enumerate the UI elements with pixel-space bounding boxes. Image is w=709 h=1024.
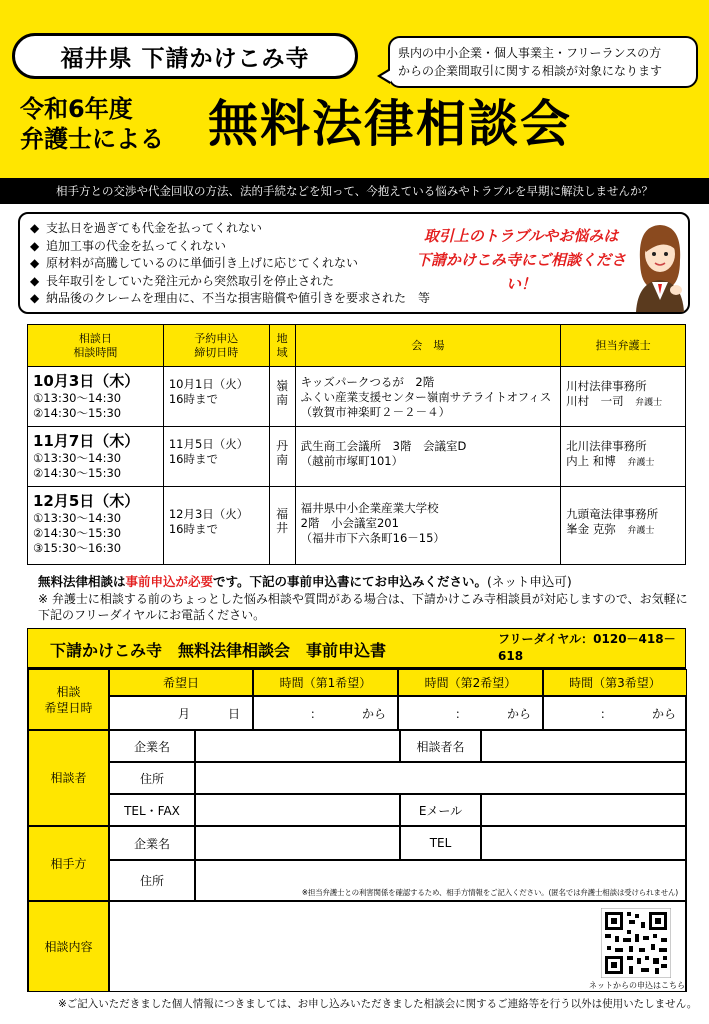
- time-3-field[interactable]: [543, 696, 687, 730]
- date-text: 10月3日（木）: [33, 372, 140, 390]
- lawyer-suffix: 弁護士: [635, 398, 663, 408]
- date-cell: [28, 367, 164, 427]
- target-bubble: [388, 36, 698, 88]
- header-date-line-1: 相談日: [78, 331, 112, 345]
- venue-line: ふくい産業支援センター嶺南サテライトオフィス: [300, 390, 552, 404]
- month-label: 月: [178, 706, 191, 721]
- lawyer-cell: [561, 367, 686, 427]
- lawyer-name: 川村 一司: [566, 394, 624, 408]
- bubble-tail-inner: [381, 70, 391, 82]
- counterparty-company-field[interactable]: [195, 826, 400, 860]
- deadline-date: 10月1日（火）: [168, 377, 249, 391]
- table-row: [28, 367, 686, 427]
- list-item: [30, 290, 430, 308]
- day-label: 日: [228, 706, 241, 721]
- content-label: 相談内容: [28, 901, 109, 992]
- region-cell: [269, 427, 295, 487]
- diamond-icon: ◆: [30, 273, 40, 288]
- time-2-field[interactable]: [398, 696, 543, 730]
- issue-text: 納品後のクレームを理由に、不当な損害賠償や値引きを要求された 等: [46, 291, 431, 305]
- header-region-line-1: 地: [276, 331, 288, 345]
- counterparty-tel-field[interactable]: [481, 826, 687, 860]
- issue-text: 追加工事の代金を払ってくれない: [46, 238, 227, 253]
- law-firm: 川村法律事務所: [566, 379, 647, 393]
- law-firm: 九頭竜法律事務所: [566, 507, 659, 521]
- target-line-1: 県内の中小企業・個人事業主・フリーランスの方: [398, 46, 662, 60]
- consultant-name-label: 相談者名: [400, 730, 481, 762]
- diamond-icon: ◆: [30, 291, 40, 305]
- issue-text: 支払日を過ぎても代金を払ってくれない: [46, 221, 263, 235]
- callout-line-1: 取引上のトラブルやお悩みは: [423, 227, 619, 245]
- date-cell: [28, 427, 164, 487]
- issue-text: 長年取引をしていた発注元から突然取引を停止された: [46, 273, 335, 288]
- consultant-illustration: [632, 220, 688, 312]
- header-deadline-line-1: 予約申込: [194, 331, 239, 345]
- time-slot: ①13:30～14:30: [33, 511, 122, 525]
- counterparty-label: 相手方: [28, 826, 109, 901]
- venue-line: 2階 小会議室201: [300, 516, 399, 530]
- email-label: Eメール: [400, 794, 481, 826]
- venue-cell: [295, 367, 561, 427]
- sub-title-line-2: 弁護士による: [20, 125, 164, 153]
- date-time-label-line-1: 相談: [56, 684, 81, 699]
- address-label-2: 住所: [109, 860, 195, 901]
- issue-text: 原材料が高騰しているのに単価引き上げに応じてくれない: [46, 256, 359, 270]
- colon: ：: [310, 706, 323, 721]
- notice-part-3: です。下記の事前申込書にてお申込みください。: [213, 574, 488, 589]
- header-region: [269, 325, 295, 367]
- lawyer-suffix: 弁護士: [627, 458, 655, 468]
- freedial: フリーダイヤル：0120－418－618: [498, 632, 676, 663]
- header-lawyer: 担当弁護士: [561, 325, 686, 367]
- issues-box: [18, 212, 690, 314]
- col-time-2: 時間（第2希望）: [398, 669, 543, 696]
- lawyer-suffix: 弁護士: [627, 526, 655, 536]
- form-header: [27, 628, 686, 668]
- date-text: 11月7日（木）: [33, 432, 140, 450]
- diamond-icon: ◆: [30, 238, 40, 253]
- region-cell: [269, 487, 295, 565]
- qr-caption: ネットからの申込はこちら: [589, 981, 685, 990]
- header-deadline: [163, 325, 269, 367]
- lawyer-name: 内上 和博: [566, 454, 616, 468]
- region-text: 福井: [276, 507, 289, 535]
- venue-line: （越前市塚町101）: [300, 454, 404, 468]
- list-item: [30, 220, 430, 238]
- address-label: 住所: [109, 762, 195, 794]
- issues-list: [30, 220, 430, 308]
- region-cell: [269, 367, 295, 427]
- footer-note: ※ご記入いただきました個人情報につきましては、お申し込みいただきました相談会に関するご連絡等を行う以外は使用いたしません。: [58, 998, 698, 1010]
- time-slot: ①13:30～14:30: [33, 451, 122, 465]
- venue-cell: [295, 427, 561, 487]
- law-firm: 北川法律事務所: [566, 439, 647, 453]
- deadline-cell: [163, 487, 269, 565]
- time-1-field[interactable]: [253, 696, 398, 730]
- target-line-2: からの企業間取引に関する相談が対象になります: [398, 64, 663, 78]
- from-label: から: [362, 706, 387, 721]
- header-venue: 会 場: [295, 325, 561, 367]
- time-slot: ②14:30～15:30: [33, 406, 122, 420]
- deadline-date: 11月5日（火）: [168, 437, 249, 451]
- consultant-label: 相談者: [28, 730, 109, 826]
- table-row: [28, 427, 686, 487]
- time-slot: ②14:30～15:30: [33, 526, 122, 540]
- sub-title: [20, 94, 164, 154]
- venue-line: （福井市下六条町16－15）: [300, 531, 445, 545]
- main-title: 無料法律相談会: [208, 94, 572, 153]
- header-band: 相手方との交渉や代金回収の方法、法的手続などを知って、今抱えている悩みやトラブルを早期に解決しませんか？: [0, 178, 709, 204]
- col-desired-date: 希望日: [109, 669, 253, 696]
- notice-part-1: 無料法律相談は: [38, 574, 126, 589]
- deadline-time: 16時まで: [168, 392, 218, 406]
- qr-code-icon[interactable]: [601, 908, 671, 978]
- header-date-line-2: 相談時間: [73, 345, 118, 359]
- company-field[interactable]: [195, 730, 400, 762]
- deadline-cell: [163, 427, 269, 487]
- desired-date-field[interactable]: [109, 696, 253, 730]
- time-slot: ③15:30～16:30: [33, 541, 122, 555]
- table-header-row: [28, 325, 686, 367]
- form-title: 下請かけこみ寺 無料法律相談会 事前申込書: [50, 641, 387, 660]
- company-label: 企業名: [109, 730, 195, 762]
- org-name: 福井県 下請かけこみ寺: [12, 33, 358, 79]
- time-slot: ②14:30～15:30: [33, 466, 122, 480]
- colon: ：: [455, 706, 468, 721]
- time-slot: ①13:30～14:30: [33, 391, 122, 405]
- header: [0, 0, 709, 178]
- tel-label: TEL: [400, 826, 481, 860]
- header-region-line-2: 域: [276, 345, 288, 359]
- region-text: 丹南: [276, 439, 289, 467]
- from-label: から: [507, 706, 532, 721]
- callout-line-2: 下請かけこみ寺にご相談ください！: [416, 251, 627, 293]
- header-date: [28, 325, 164, 367]
- header-deadline-line-2: 締切日時: [194, 345, 239, 359]
- col-time-3: 時間（第3希望）: [543, 669, 687, 696]
- venue-line: 武生商工会議所 3階 会議室D: [300, 439, 467, 453]
- date-time-label-line-2: 希望日時: [44, 700, 93, 715]
- tel-fax-field[interactable]: [195, 794, 400, 826]
- list-item: [30, 255, 430, 273]
- list-item: [30, 273, 430, 291]
- consultant-name-field[interactable]: [481, 730, 687, 762]
- deadline-cell: [163, 367, 269, 427]
- email-field[interactable]: [481, 794, 687, 826]
- counterparty-note: ※担当弁護士との利害関係を確認するため、相手方情報をご記入ください。(匿名では弁護士相談は受けられません): [301, 888, 678, 897]
- address-field[interactable]: [195, 762, 687, 794]
- company-label-2: 企業名: [109, 826, 195, 860]
- counterparty-address-field[interactable]: [195, 860, 687, 901]
- deadline-date: 12月3日（火）: [168, 507, 249, 521]
- col-time-1: 時間（第1希望）: [253, 669, 398, 696]
- schedule-table: [27, 324, 686, 565]
- list-item: [30, 238, 430, 256]
- venue-line: 福井県中小企業産業大学校: [300, 501, 439, 515]
- callout: [416, 224, 626, 296]
- deadline-time: 16時まで: [168, 452, 218, 466]
- table-row: [28, 487, 686, 565]
- application-form: [27, 668, 686, 992]
- colon: ：: [600, 706, 613, 721]
- notice-online: (ネット申込可): [487, 574, 572, 589]
- date-text: 12月5日（木）: [33, 492, 140, 510]
- sub-title-line-1: 令和6年度: [20, 95, 133, 123]
- notice-note: ※ 弁護士に相談する前のちょっとした悩み相談や質問がある場合は、下請かけこみ寺相談員が対応しますので、お気軽に下記のフリーダイヤルにお電話ください。: [38, 592, 688, 622]
- from-label: から: [652, 706, 677, 721]
- region-text: 嶺南: [276, 379, 289, 407]
- notice-highlight: 事前申込が必要: [125, 574, 214, 589]
- notice-main: [38, 572, 572, 590]
- diamond-icon: ◆: [30, 256, 40, 270]
- lawyer-cell: [561, 427, 686, 487]
- diamond-icon: ◆: [30, 221, 40, 235]
- venue-line: キッズパークつるが 2階: [300, 375, 435, 389]
- date-cell: [28, 487, 164, 565]
- venue-line: （敦賀市神楽町２－２－４）: [300, 405, 451, 419]
- date-time-label: [28, 669, 109, 730]
- lawyer-cell: [561, 487, 686, 565]
- deadline-time: 16時まで: [168, 522, 218, 536]
- lawyer-name: 峯金 克弥: [566, 522, 616, 536]
- tel-fax-label: TEL・FAX: [109, 794, 195, 826]
- venue-cell: [295, 487, 561, 565]
